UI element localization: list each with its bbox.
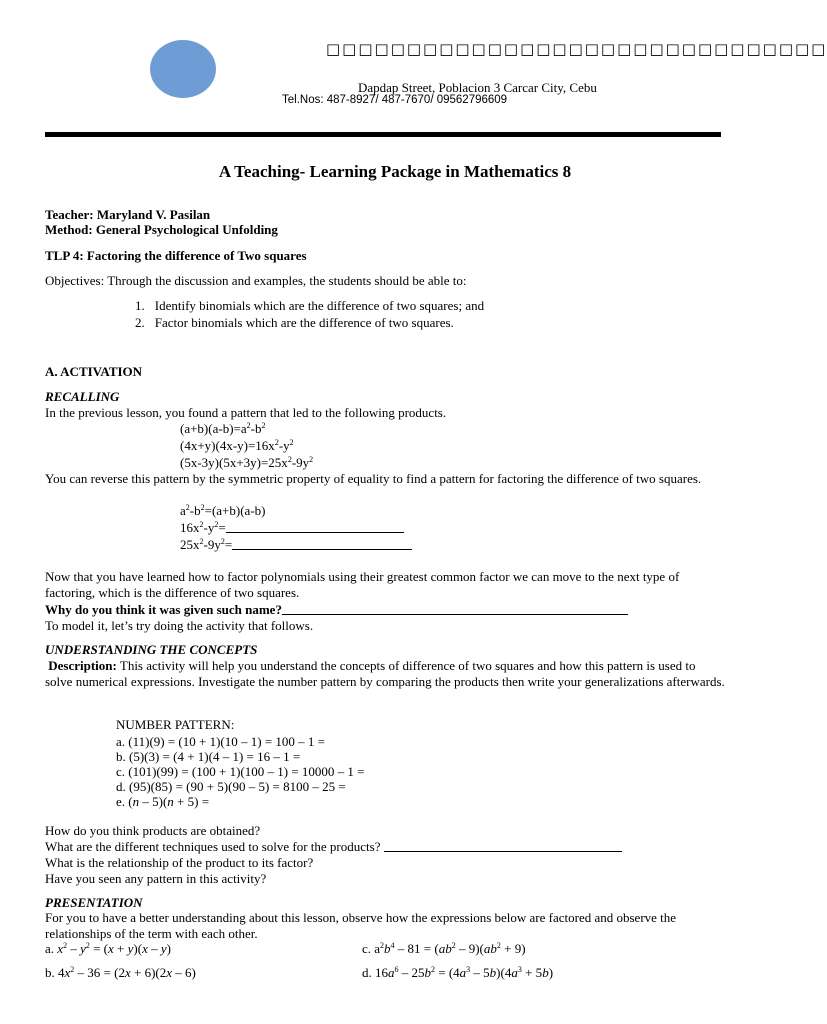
product-formula: $(a+b)(a-b)=a^2-b^2$ — [180, 421, 266, 436]
concepts-heading: UNDERSTANDING THE CONCEPTS — [45, 642, 258, 657]
reverse-pattern-text: You can reverse this pattern by the symmetric property of equality to find a pattern for factoring the difference of two squares. — [45, 471, 702, 486]
objectives-intro: Objectives: Through the discussion and examples, the students should be able to: — [45, 273, 467, 288]
question: What are the different techniques used to solve for the products? — [45, 839, 622, 855]
example-a: a. $x^2 - y^2 = (x + y)(x - y)$ — [45, 941, 171, 956]
pattern-line: a. (11)(9) = (10 + 1)(10 – 1) = 100 – 1 = — [116, 734, 325, 749]
product-formula: $(4x+y)(4x-y)=16x^2-y^2$ — [180, 438, 294, 453]
pattern-heading: NUMBER PATTERN: — [116, 717, 235, 732]
product-formula: $(5x-3y)(5x+3y)=25x^2-9y^2$ — [180, 455, 314, 470]
description-paragraph: Description: This activity will help you understand the concepts of difference of two squares and how this pattern is used to solve numerical expressions. Investigate the number pattern by comparing the products then write your generalizations afterwards. — [45, 658, 725, 689]
question: What is the relationship of the product to its factor? — [45, 855, 314, 870]
objective-text: Factor binomials which are the difference of two squares. — [154, 315, 454, 330]
answer-blank[interactable] — [282, 603, 628, 615]
example-d: d. $16a^6 - 25b^2 = (4a^3 - 5b)(4a^3 + 5b)$ — [362, 965, 554, 980]
objective-item — [135, 298, 484, 314]
school-logo — [150, 40, 216, 98]
method-line: Method: General Psychological Unfolding — [45, 222, 278, 237]
school-telephone: Tel.Nos: 487-8927/ 487-7670/ 09562796609 — [282, 94, 508, 106]
header-divider — [45, 132, 721, 137]
answer-blank[interactable] — [384, 840, 622, 852]
pattern-line: e. (n – 5)(n + 5) = — [116, 794, 210, 809]
objective-text: Identify binomials which are the difference of two squares; and — [154, 298, 485, 313]
document-title: A Teaching- Learning Package in Mathematics 8 — [218, 162, 572, 181]
why-question: Why do you think it was given such name? — [45, 602, 628, 618]
question: How do you think products are obtained? — [45, 823, 261, 838]
model-text: To model it, let’s try doing the activity that follows. — [45, 618, 314, 633]
factoring-formula: $a^2-b^2=(a+b)(a-b)$ — [180, 503, 266, 518]
factoring-exercise: $16x^2-y^2=$ — [180, 520, 404, 536]
question: Have you seen any pattern in this activity? — [45, 871, 267, 886]
pattern-line: d. (95)(85) = (90 + 5)(90 – 5) = 8100 – 25 = — [116, 779, 346, 794]
presentation-intro: For you to have a better understanding about this lesson, observe how the expressions below are factored and observe the relationships of the term with each other. — [45, 910, 677, 941]
objective-number: 2. — [135, 315, 145, 330]
presentation-heading: PRESENTATION — [45, 895, 143, 910]
now-text: Now that you have learned how to factor polynomials using their greatest common factor we can move to the next type of factoring, which is the difference of two squares. — [45, 569, 680, 600]
example-b: b. $4x^2 - 36 = (2x + 6)(2x - 6)$ — [45, 965, 196, 980]
tlp-line: TLP 4: Factoring the difference of Two squares — [45, 248, 307, 263]
objective-item — [135, 315, 454, 331]
recalling-intro: In the previous lesson, you found a pattern that led to the following products. — [45, 405, 447, 420]
factoring-exercise: $25x^2-9y^2=$ — [180, 537, 412, 553]
recalling-heading: RECALLING — [45, 389, 120, 404]
answer-blank[interactable] — [232, 538, 412, 550]
objective-number: 1. — [135, 298, 145, 313]
example-c: c. $a^2b^4 - 81 = (ab^2 - 9)(ab^2 + 9)$ — [362, 941, 526, 956]
pattern-line: b. (5)(3) = (4 + 1)(4 – 1) = 16 – 1 = — [116, 749, 301, 764]
teacher-line: Teacher: Maryland V. Pasilan — [45, 207, 211, 222]
school-name: □□□□□□□□□□□□□□□□□□□□□□□□□□□□□□□ — [326, 40, 827, 58]
pattern-line: c. (101)(99) = (100 + 1)(100 – 1) = 10000 – 1 = — [116, 764, 365, 779]
school-address: Dapdap Street, Poblacion 3 Carcar City, Cebu — [358, 80, 597, 95]
answer-blank[interactable] — [226, 521, 404, 533]
activation-heading: A. ACTIVATION — [45, 364, 143, 379]
